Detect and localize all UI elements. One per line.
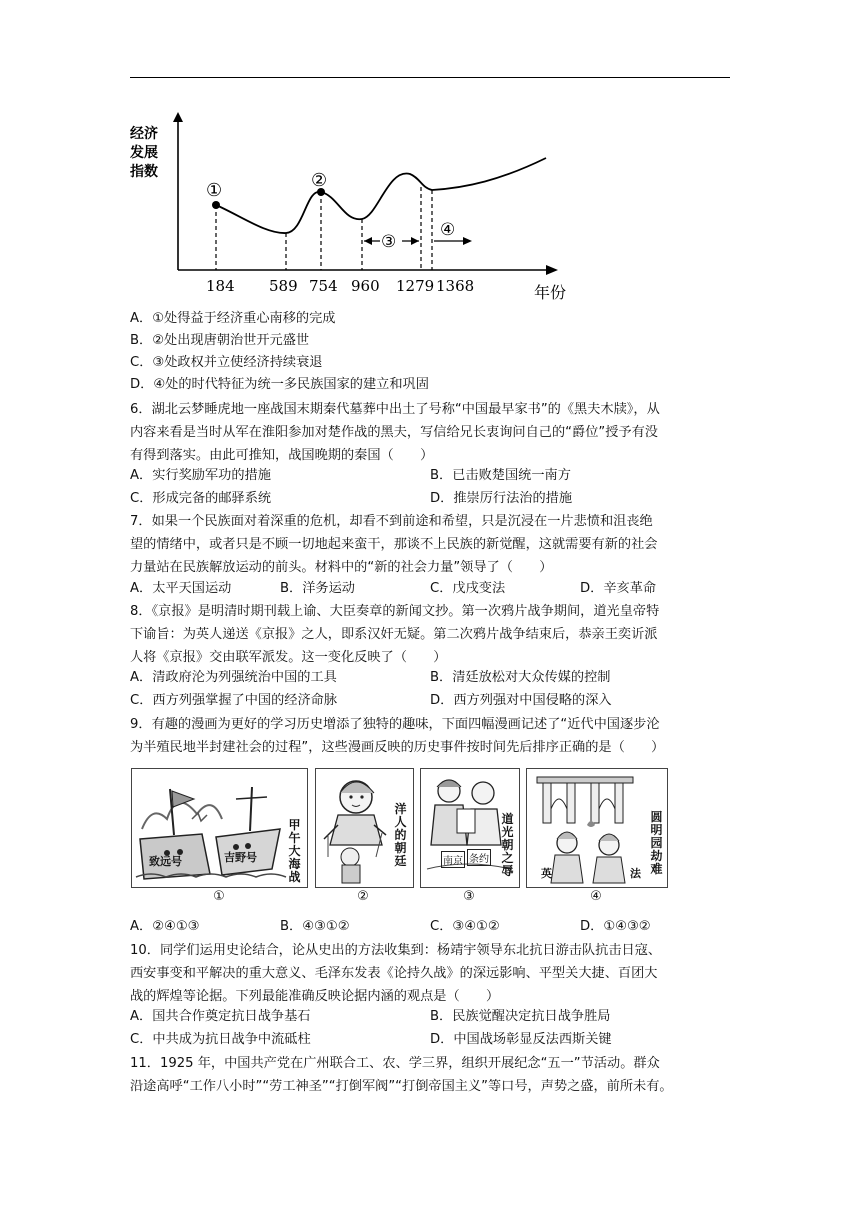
q5-option-c[interactable]: C．③处政权并立使经济持续衰退: [130, 355, 323, 370]
q8-line: 人将《京报》交由联军派发。这一变化反映了（ ）: [130, 650, 447, 665]
comic4-number: ④: [590, 889, 602, 904]
q9-line: 9．有趣的漫画为更好的学习历史增添了独特的趣味，下面四幅漫画记述了“近代中国逐步沦: [130, 717, 660, 732]
q10-line: 西安事变和平解决的重大意义、毛泽东发表《论持久战》的深远影响、平型关大捷、百团大: [130, 966, 658, 981]
comic1-label-zhiyuan: 致远号: [149, 855, 182, 868]
q10-line: 10．同学们运用史论结合，论从史出的方法收集到：杨靖宇领导东北抗日游击队抗击日寇、: [130, 943, 662, 958]
q8-option-a[interactable]: A．清政府沦为列强统治中国的工具: [130, 670, 337, 685]
y-axis-label: 指数: [130, 164, 158, 180]
x-tick-label: 960: [351, 277, 380, 295]
q11-line: 11．1925 年，中国共产党在广州联合工、农、学三界，组织开展纪念“五一”节活动。群众: [130, 1056, 660, 1071]
marker-label-2: ②: [311, 170, 328, 191]
q6-option-c[interactable]: C．形成完备的邮驿系统: [130, 491, 272, 506]
comic2-number: ②: [357, 889, 369, 904]
q6-option-d[interactable]: D．推崇厉行法治的措施: [430, 491, 573, 506]
q8-option-c[interactable]: C．西方列强掌握了中国的经济命脉: [130, 693, 338, 708]
q6-option-b[interactable]: B．已击败楚国统一南方: [430, 468, 571, 483]
q9-line: 为半殖民地半封建社会的过程”，这些漫画反映的历史事件按时间先后排序正确的是（ ）: [130, 740, 665, 755]
economic-index-line: [216, 158, 546, 233]
comic-panel-3: [420, 768, 520, 888]
comic4-label-britain: 英: [541, 867, 552, 880]
q8-option-d[interactable]: D．西方列强对中国侵略的深入: [430, 693, 612, 708]
q7-option-d[interactable]: D．辛亥革命: [580, 581, 657, 596]
y-axis-arrow: [173, 112, 183, 122]
q7-option-c[interactable]: C．戊戌变法: [430, 581, 506, 596]
range-3-label: ③: [381, 232, 397, 252]
q7-line: 望的情绪中，或者只是不顾一切地起来蛮干，那谈不上民族的新觉醒，这就需要有新的社会: [130, 537, 658, 552]
q5-option-a[interactable]: A．①处得益于经济重心南移的完成: [130, 311, 336, 326]
range-3-arrow-right: [411, 237, 419, 245]
range-3-arrow-left: [364, 237, 372, 245]
q5-option-d[interactable]: D．④处的时代特征为统一多民族国家的建立和巩固: [130, 377, 429, 392]
comic1-label-jiye: 吉野号: [224, 851, 257, 864]
q6-stem: [130, 398, 732, 467]
q7-line: 7．如果一个民族面对着深重的危机，却看不到前途和希望，只是沉浸在一片悲愤和沮丧绝: [130, 514, 653, 529]
y-axis-label: 发展: [130, 145, 158, 161]
q9-option-b[interactable]: B．④③①②: [280, 919, 350, 934]
warships-illustration: [132, 769, 307, 887]
y-axis-label: 经济: [130, 126, 158, 142]
x-tick-label: 1368: [436, 277, 475, 295]
q6-option-a[interactable]: A．实行奖励军功的措施: [130, 468, 271, 483]
marker-label-1: ①: [206, 180, 223, 201]
q10-option-c[interactable]: C．中共成为抗日战争中流砥柱: [130, 1032, 311, 1047]
x-axis-arrow: [546, 265, 558, 275]
q10-option-a[interactable]: A．国共合作奠定抗日战争基石: [130, 1009, 311, 1024]
q6-line: 有得到落实。由此可推知，战国晚期的秦国（ ）: [130, 448, 434, 463]
comic3-label-nanjing: 南京: [441, 851, 465, 868]
q10-option-d[interactable]: D．中国战场彰显反法西斯关键: [430, 1032, 612, 1047]
comic4-title: 圆 明 园 劫 难: [650, 810, 663, 876]
q5-option-b[interactable]: B．②处出现唐朝治世开元盛世: [130, 333, 310, 348]
comic-panel-2: [315, 768, 414, 888]
comic3-number: ③: [463, 889, 475, 904]
q7-option-a[interactable]: A．太平天国运动: [130, 581, 232, 596]
q9-option-a[interactable]: A．②④①③: [130, 919, 200, 934]
comic3-title: 道 光 朝 之 辱: [501, 812, 514, 878]
q6-line: 6．湖北云梦睡虎地一座战国末期秦代墓葬中出土了号称“中国最早家书”的《黑夫木牍》，从: [130, 402, 660, 417]
q8-option-b[interactable]: B．清廷放松对大众传媒的控制: [430, 670, 611, 685]
x-tick-label: 589: [269, 277, 298, 295]
comic4-label-france: 法: [630, 867, 641, 880]
chart-svg: [126, 108, 586, 306]
q11-line: 沿途高呼“工作八小时”“劳工神圣”“打倒军阀”“打倒帝国主义”等口号，声势之盛，前所未有。: [130, 1079, 673, 1094]
q10-line: 战的辉煌等论据。下列最能准确反映论据内涵的观点是（ ）: [130, 989, 500, 1004]
q9-option-d[interactable]: D．①④③②: [580, 919, 651, 934]
q7-line: 力量站在民族解放运动的前头。材料中的“新的社会力量”领导了（ ）: [130, 560, 553, 575]
x-axis-label: 年份: [534, 283, 567, 302]
q7-stem: [130, 510, 732, 579]
q9-option-c[interactable]: C．③④①②: [430, 919, 500, 934]
comic1-title: 甲 午 大 海 战: [288, 818, 301, 884]
x-tick-label: 184: [206, 277, 235, 295]
q10-option-b[interactable]: B．民族觉醒决定抗日战争胜局: [430, 1009, 611, 1024]
header-rule: [130, 77, 730, 78]
comic2-title: 洋 人 的 朝 廷: [394, 802, 407, 868]
x-tick-label: 754: [309, 277, 338, 295]
point-184: [212, 201, 220, 209]
range-4-label: ④: [440, 220, 456, 240]
q6-line: 内容来看是当时从军在淮阳参加对楚作战的黑夫，写信给兄长衷询问自己的“爵位”授予有没: [130, 425, 658, 440]
comic-panel-4: [526, 768, 668, 888]
comic1-number: ①: [213, 889, 225, 904]
comic-panel-1: [131, 768, 308, 888]
q10-stem: [130, 939, 732, 1008]
q8-line: 8．《京报》是明清时期刊载上谕、大臣奏章的新闻文抄。第一次鸦片战争期间，道光皇帝特: [130, 604, 660, 619]
comic3-label-treaty: 条约: [467, 849, 491, 866]
range-4-arrow-right: [463, 237, 472, 245]
q9-stem: [130, 713, 732, 759]
x-tick-label: 1279: [396, 277, 435, 295]
q8-stem: [130, 600, 732, 669]
comic-strip: [131, 768, 667, 904]
q11-stem: [130, 1052, 732, 1098]
q7-option-b[interactable]: B．洋务运动: [280, 581, 355, 596]
economic-index-chart: [126, 108, 586, 306]
q8-line: 下谕旨：为英人递送《京报》之人，即系汉奸无疑。第二次鸦片战争结束后，恭亲王奕䜣派: [130, 627, 658, 642]
